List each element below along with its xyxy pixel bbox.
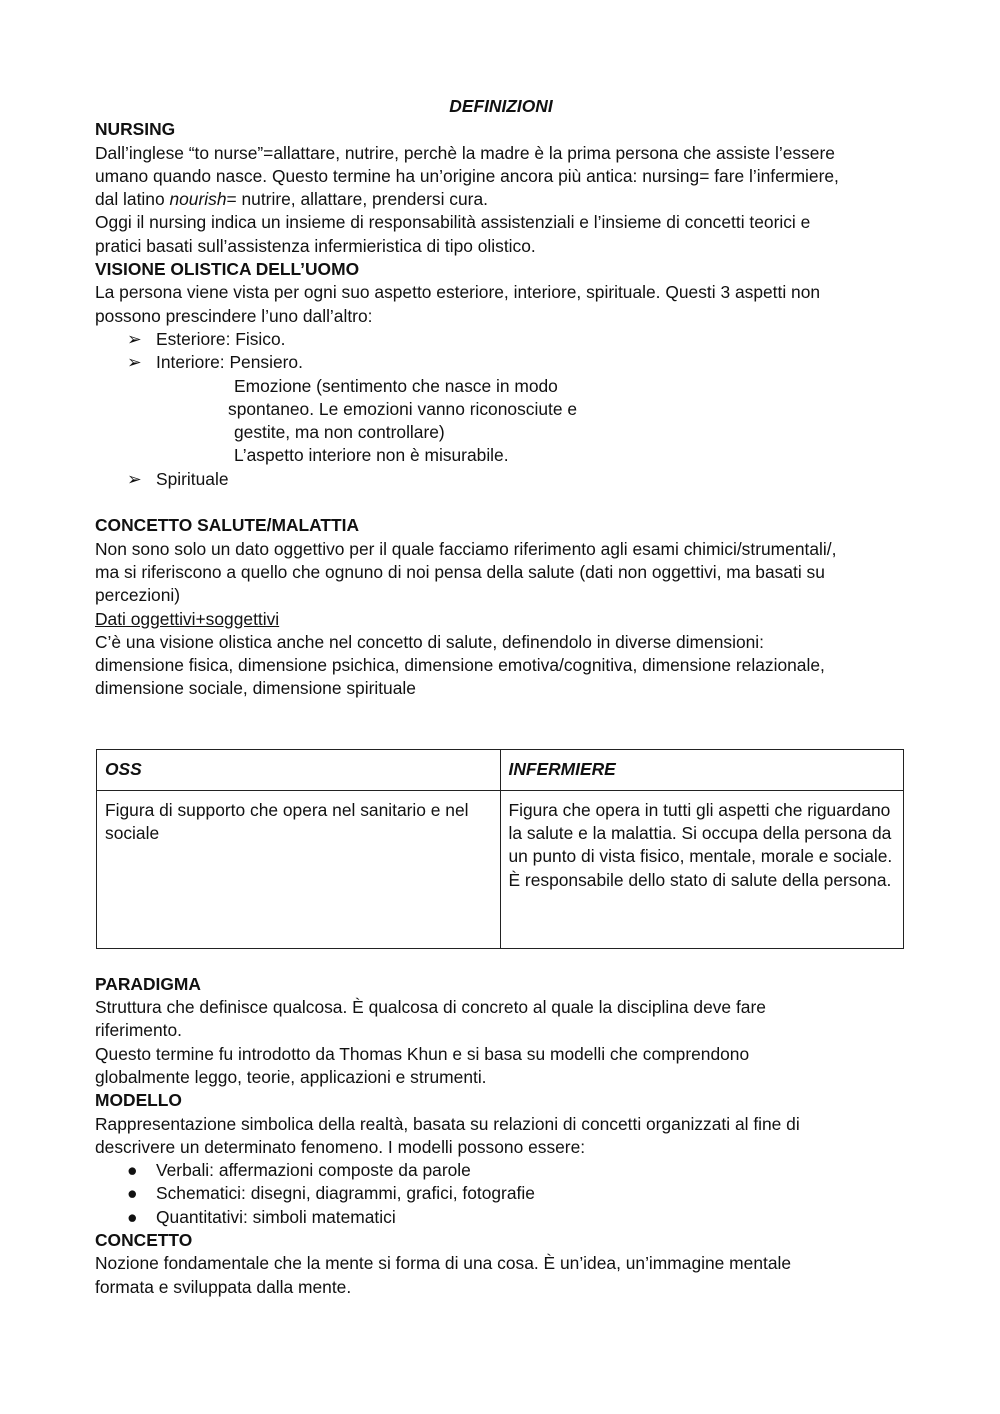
list-item-text: Interiore: Pensiero.: [156, 352, 303, 373]
aspect-list: [95, 468, 907, 491]
section-heading: NURSING: [95, 119, 176, 140]
text-run: = nutrire, allattare, prendersi cura.: [226, 189, 488, 210]
list-item: [95, 1206, 907, 1229]
section-heading: MODELLO: [95, 1090, 182, 1111]
underlined-note: Dati oggettivi+soggettivi: [95, 608, 280, 629]
italic-term: nourish: [169, 189, 227, 210]
document-title: DEFINIZIONI: [449, 96, 553, 116]
paragraph-line: La persona viene vista per ogni suo aspetto esteriore, interiore, spirituale. Questi 3 aspetti non: [95, 282, 821, 303]
paragraph-line: C’è una visione olistica anche nel concetto di salute, definendolo in diverse dimensioni:: [95, 631, 764, 652]
paragraph-line: Nozione fondamentale che la mente si forma di una cosa. È un’idea, un’immagine mentale: [95, 1253, 792, 1274]
model-list: [95, 1159, 907, 1229]
section-visione-olistica: [95, 258, 907, 491]
table-row: [97, 790, 904, 948]
paragraph-line: dimensione fisica, dimensione psichica, dimensione emotiva/cognitiva, dimensione relazionale,: [95, 655, 825, 676]
arrow-bullet-icon: ➢: [127, 328, 142, 349]
paragraph-line: percezioni): [95, 585, 181, 606]
section-heading: CONCETTO: [95, 1229, 193, 1250]
paragraph-line: riferimento.: [95, 1020, 182, 1041]
paragraph-line: globalmente leggo, teorie, applicazioni e strumenti.: [95, 1066, 487, 1087]
section-heading: PARADIGMA: [95, 973, 201, 994]
arrow-bullet-icon: ➢: [127, 352, 142, 373]
paragraph-line: Struttura che definisce qualcosa. È qualcosa di concreto al quale la disciplina deve fare: [95, 997, 766, 1018]
list-item: [95, 1159, 907, 1182]
section-nursing: [95, 118, 907, 258]
table-header-row: [97, 749, 904, 790]
list-item: [95, 351, 907, 374]
dot-bullet-icon: ●: [127, 1160, 138, 1181]
paragraph-line: pratici basati sull’assistenza infermieristica di tipo olistico.: [95, 235, 536, 256]
list-item: [95, 1182, 907, 1205]
table-header-oss: OSS: [97, 749, 501, 790]
section-paradigma: [95, 973, 907, 1089]
list-item: [95, 468, 907, 491]
dot-bullet-icon: ●: [127, 1206, 138, 1227]
list-item-text: Schematici: disegni, diagrammi, grafici, fotografie: [156, 1183, 535, 1204]
paragraph-line: Rappresentazione simbolica della realtà, basata su relazioni di concetti organizzati al fine di: [95, 1113, 800, 1134]
list-item-text: Quantitativi: simboli matematici: [156, 1206, 396, 1227]
paragraph-line: Oggi il nursing indica un insieme di responsabilità assistenziali e l’insieme di concetti teorici e: [95, 212, 811, 233]
section-heading: CONCETTO SALUTE/MALATTIA: [95, 515, 360, 536]
spacer: [95, 949, 907, 973]
text-run: dal latino: [95, 189, 170, 210]
sub-text-line: Emozione (sentimento che nasce in modo: [234, 375, 558, 396]
section-salute-malattia: [95, 514, 907, 700]
list-item-text: Verbali: affermazioni composte da parole: [156, 1160, 471, 1181]
paragraph-line: possono prescindere l’uno dall’altro:: [95, 305, 373, 326]
comparison-table: [96, 749, 904, 949]
aspect-list: [95, 328, 907, 375]
paragraph-line: descrivere un determinato fenomeno. I modelli possono essere:: [95, 1136, 586, 1157]
dot-bullet-icon: ●: [127, 1183, 138, 1204]
paragraph-line: [95, 188, 907, 211]
list-item-text: Spirituale: [156, 468, 229, 489]
section-modello: [95, 1089, 907, 1229]
arrow-bullet-icon: ➢: [127, 468, 142, 489]
table-cell-infermiere: Figura che opera in tutti gli aspetti che riguardano la salute e la malattia. Si occupa della persona da un punto di vista fisico, mentale, morale e sociale. È responsabile dello stato di salute della persona.: [500, 790, 904, 948]
section-heading: VISIONE OLISTICA DELL’UOMO: [95, 259, 360, 280]
paragraph-line: Non sono solo un dato oggettivo per il quale facciamo riferimento agli esami chimici/strumentali/,: [95, 538, 837, 559]
spacer: [95, 701, 907, 749]
table-cell-oss: Figura di supporto che opera nel sanitario e nel sociale: [97, 790, 501, 948]
sub-text-line: gestite, ma non controllare): [234, 422, 445, 443]
sub-text-line: spontaneo. Le emozioni vanno riconosciute e: [228, 398, 578, 419]
table-header-infermiere: INFERMIERE: [500, 749, 904, 790]
spacer: [95, 491, 907, 514]
list-item-text: Esteriore: Fisico.: [156, 328, 286, 349]
paragraph-line: Dall’inglese “to nurse”=allattare, nutrire, perchè la madre è la prima persona che assiste l’essere: [95, 142, 835, 163]
paragraph-line: ma si riferiscono a quello che ognuno di noi pensa della salute (dati non oggettivi, ma basati su: [95, 561, 825, 582]
sub-text-line: L’aspetto interiore non è misurabile.: [234, 445, 509, 466]
paragraph-line: Questo termine fu introdotto da Thomas Khun e si basa su modelli che comprendono: [95, 1043, 750, 1064]
paragraph-line: umano quando nasce. Questo termine ha un’origine ancora più antica: nursing= fare l’infermiere,: [95, 165, 839, 186]
paragraph-line: formata e sviluppata dalla mente.: [95, 1276, 352, 1297]
section-concetto: [95, 1229, 907, 1299]
paragraph-line: dimensione sociale, dimensione spirituale: [95, 678, 416, 699]
list-item: [95, 328, 907, 351]
document-page: [95, 95, 907, 1299]
